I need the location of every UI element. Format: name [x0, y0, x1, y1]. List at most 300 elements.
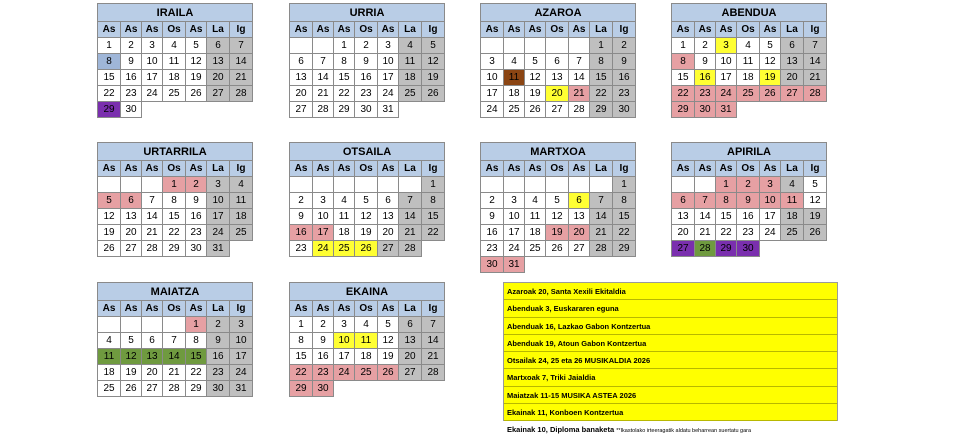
- day-cell: 27: [207, 86, 230, 102]
- day-cell: 25: [230, 225, 253, 241]
- day-cell: 17: [142, 70, 163, 86]
- legend-text: Ekainak 11, Konboen Kontzertua: [507, 408, 624, 418]
- month-title: OTSAILA: [290, 143, 445, 161]
- day-cell: 18: [163, 70, 186, 86]
- day-cell: 7: [399, 193, 422, 209]
- weekday-label: As: [290, 301, 313, 317]
- legend-item: [504, 421, 837, 438]
- day-cell: 13: [672, 209, 695, 225]
- day-cell: 24: [334, 365, 355, 381]
- day-cell: 21: [569, 86, 590, 102]
- weekday-label: As: [760, 22, 781, 38]
- day-cell: 15: [422, 209, 445, 225]
- day-cell: 29: [590, 102, 613, 118]
- day-cell: 3: [334, 317, 355, 333]
- legend-text: Azaroak 20, Santa Xexili Ekitaldia: [507, 287, 626, 296]
- weekday-label: As: [672, 22, 695, 38]
- day-cell: 4: [781, 177, 804, 193]
- day-cell: 26: [378, 365, 399, 381]
- empty-cell: [481, 177, 504, 193]
- day-cell: 25: [781, 225, 804, 241]
- day-cell: 24: [313, 241, 334, 257]
- legend-text: Abenduak 16, Lazkao Gabon Kontzertua: [507, 321, 651, 331]
- day-cell: 24: [760, 225, 781, 241]
- day-cell: 5: [546, 193, 569, 209]
- day-cell: 6: [569, 193, 590, 209]
- day-cell: 13: [121, 209, 142, 225]
- day-cell: 28: [313, 102, 334, 118]
- weekday-label: La: [399, 161, 422, 177]
- day-cell: 29: [613, 241, 636, 257]
- day-cell: 22: [334, 86, 355, 102]
- day-cell: 20: [546, 86, 569, 102]
- legend-text: Otsailak 24, 25 eta 26 MUSIKALDIA 2026: [507, 356, 651, 366]
- month-azaroa: [480, 3, 636, 118]
- day-cell: 30: [207, 381, 230, 397]
- day-cell: 12: [378, 333, 399, 349]
- day-cell: 13: [378, 209, 399, 225]
- weekday-label: Ig: [230, 161, 253, 177]
- weekday-label: As: [186, 161, 207, 177]
- weekday-label: Ig: [613, 22, 636, 38]
- day-cell: 4: [163, 38, 186, 54]
- legend-text: Abenduak 19, Atoun Gabon Kontzertua: [507, 338, 647, 348]
- empty-cell: [290, 177, 313, 193]
- empty-cell: [546, 38, 569, 54]
- empty-cell: [695, 177, 716, 193]
- day-cell: 10: [142, 54, 163, 70]
- day-cell: 20: [672, 225, 695, 241]
- day-cell: 12: [546, 209, 569, 225]
- day-cell: 8: [716, 193, 737, 209]
- day-cell: 16: [695, 70, 716, 86]
- day-cell: 13: [399, 333, 422, 349]
- weekday-label: Ig: [422, 22, 445, 38]
- legend-item: [504, 318, 837, 335]
- day-cell: 6: [672, 193, 695, 209]
- weekday-label: La: [207, 22, 230, 38]
- day-cell: 26: [422, 86, 445, 102]
- weekday-label: As: [334, 22, 355, 38]
- day-cell: 27: [546, 102, 569, 118]
- weekday-label: As: [525, 22, 546, 38]
- day-cell: 17: [230, 349, 253, 365]
- day-cell: 26: [760, 86, 781, 102]
- day-cell: 14: [230, 54, 253, 70]
- day-cell: 22: [98, 86, 121, 102]
- weekday-label: As: [313, 301, 334, 317]
- day-cell: 21: [399, 225, 422, 241]
- day-cell: 24: [716, 86, 737, 102]
- month-title: MAIATZA: [98, 283, 253, 301]
- legend-item: [504, 300, 837, 317]
- day-cell: 22: [422, 225, 445, 241]
- day-cell: 17: [378, 70, 399, 86]
- day-cell: 6: [142, 333, 163, 349]
- day-cell: 31: [230, 381, 253, 397]
- day-cell: 16: [207, 349, 230, 365]
- legend-item: [504, 387, 837, 404]
- day-cell: 27: [399, 365, 422, 381]
- day-cell: 10: [334, 333, 355, 349]
- day-cell: 9: [290, 209, 313, 225]
- day-cell: 19: [186, 70, 207, 86]
- day-cell: 7: [569, 54, 590, 70]
- day-cell: 11: [98, 349, 121, 365]
- day-cell: 30: [313, 381, 334, 397]
- day-cell: 19: [355, 225, 378, 241]
- day-cell: 25: [355, 365, 378, 381]
- empty-cell: [355, 177, 378, 193]
- day-cell: 25: [334, 241, 355, 257]
- day-cell: 6: [207, 38, 230, 54]
- day-cell: 11: [737, 54, 760, 70]
- day-cell: 21: [695, 225, 716, 241]
- day-cell: 6: [546, 54, 569, 70]
- day-cell: 6: [121, 193, 142, 209]
- day-cell: 14: [590, 209, 613, 225]
- empty-cell: [334, 177, 355, 193]
- weekday-label: La: [590, 22, 613, 38]
- legend-item: [504, 283, 837, 300]
- empty-cell: [525, 38, 546, 54]
- month-ekaina: [289, 282, 445, 397]
- day-cell: 8: [422, 193, 445, 209]
- day-cell: 11: [399, 54, 422, 70]
- day-cell: 30: [186, 241, 207, 257]
- day-cell: 4: [525, 193, 546, 209]
- day-cell: 30: [121, 102, 142, 118]
- day-cell: 15: [613, 209, 636, 225]
- day-cell: 1: [290, 317, 313, 333]
- day-cell: 15: [334, 70, 355, 86]
- day-cell: 16: [290, 225, 313, 241]
- day-cell: 31: [716, 102, 737, 118]
- day-cell: 1: [672, 38, 695, 54]
- day-cell: 4: [504, 54, 525, 70]
- weekday-label: As: [695, 22, 716, 38]
- day-cell: 9: [186, 193, 207, 209]
- day-cell: 8: [163, 193, 186, 209]
- day-cell: 3: [716, 38, 737, 54]
- day-cell: 31: [207, 241, 230, 257]
- month-urria: [289, 3, 445, 118]
- weekday-label: Os: [355, 301, 378, 317]
- weekday-label: As: [186, 22, 207, 38]
- day-cell: 3: [760, 177, 781, 193]
- weekday-label: As: [142, 161, 163, 177]
- day-cell: 25: [98, 381, 121, 397]
- day-cell: 11: [525, 209, 546, 225]
- day-cell: 11: [163, 54, 186, 70]
- month-apirila: [671, 142, 827, 257]
- day-cell: 11: [355, 333, 378, 349]
- day-cell: 20: [781, 70, 804, 86]
- day-cell: 14: [422, 333, 445, 349]
- day-cell: 4: [355, 317, 378, 333]
- month-title: AZAROA: [481, 4, 636, 22]
- empty-cell: [546, 177, 569, 193]
- day-cell: 4: [737, 38, 760, 54]
- day-cell: 7: [804, 38, 827, 54]
- weekday-label: As: [716, 161, 737, 177]
- day-cell: 21: [422, 349, 445, 365]
- day-cell: 18: [525, 225, 546, 241]
- day-cell: 20: [399, 349, 422, 365]
- day-cell: 20: [290, 86, 313, 102]
- day-cell: 27: [672, 241, 695, 257]
- month-title: URTARRILA: [98, 143, 253, 161]
- day-cell: 16: [613, 70, 636, 86]
- day-cell: 19: [378, 349, 399, 365]
- day-cell: 23: [737, 225, 760, 241]
- weekday-label: As: [378, 22, 399, 38]
- day-cell: 21: [804, 70, 827, 86]
- day-cell: 19: [121, 365, 142, 381]
- day-cell: 7: [163, 333, 186, 349]
- day-cell: 31: [378, 102, 399, 118]
- day-cell: 14: [142, 209, 163, 225]
- day-cell: 28: [590, 241, 613, 257]
- month-urtarrila: [97, 142, 253, 257]
- day-cell: 3: [481, 54, 504, 70]
- month-iraila: [97, 3, 253, 118]
- day-cell: 15: [672, 70, 695, 86]
- day-cell: 1: [334, 38, 355, 54]
- day-cell: 19: [804, 209, 827, 225]
- weekday-label: As: [98, 161, 121, 177]
- day-cell: 17: [504, 225, 525, 241]
- day-cell: 30: [613, 102, 636, 118]
- day-cell: 1: [163, 177, 186, 193]
- day-cell: 2: [481, 193, 504, 209]
- legend-item: [504, 352, 837, 369]
- day-cell: 28: [142, 241, 163, 257]
- day-cell: 20: [142, 365, 163, 381]
- day-cell: 22: [590, 86, 613, 102]
- day-cell: 28: [399, 241, 422, 257]
- weekday-label: As: [334, 301, 355, 317]
- day-cell: 12: [98, 209, 121, 225]
- day-cell: 14: [569, 70, 590, 86]
- day-cell: 10: [207, 193, 230, 209]
- day-cell: 28: [230, 86, 253, 102]
- day-cell: 25: [737, 86, 760, 102]
- day-cell: 22: [186, 365, 207, 381]
- day-cell: 7: [590, 193, 613, 209]
- day-cell: 27: [121, 241, 142, 257]
- day-cell: 12: [355, 209, 378, 225]
- weekday-label: As: [313, 22, 334, 38]
- weekday-label: La: [399, 22, 422, 38]
- weekday-label: As: [695, 161, 716, 177]
- empty-cell: [121, 317, 142, 333]
- empty-cell: [590, 177, 613, 193]
- weekday-label: Os: [546, 161, 569, 177]
- weekday-label: As: [313, 161, 334, 177]
- empty-cell: [672, 177, 695, 193]
- weekday-label: Ig: [422, 301, 445, 317]
- weekday-label: La: [207, 301, 230, 317]
- day-cell: 8: [290, 333, 313, 349]
- day-cell: 3: [504, 193, 525, 209]
- events-legend: [503, 282, 838, 435]
- day-cell: 16: [481, 225, 504, 241]
- day-cell: 8: [334, 54, 355, 70]
- day-cell: 26: [355, 241, 378, 257]
- legend-text: Martxoak 7, Triki Jaialdia: [507, 373, 596, 383]
- weekday-label: As: [672, 161, 695, 177]
- day-cell: 30: [695, 102, 716, 118]
- day-cell: 1: [98, 38, 121, 54]
- day-cell: 28: [422, 365, 445, 381]
- day-cell: 22: [290, 365, 313, 381]
- day-cell: 2: [613, 38, 636, 54]
- empty-cell: [525, 177, 546, 193]
- day-cell: 29: [186, 381, 207, 397]
- empty-cell: [98, 177, 121, 193]
- day-cell: 24: [207, 225, 230, 241]
- day-cell: 4: [230, 177, 253, 193]
- day-cell: 25: [399, 86, 422, 102]
- month-martxoa: [480, 142, 636, 273]
- day-cell: 30: [737, 241, 760, 257]
- day-cell: 21: [142, 225, 163, 241]
- day-cell: 10: [760, 193, 781, 209]
- legend-text: Abenduak 3, Euskararen eguna: [507, 304, 619, 314]
- day-cell: 28: [569, 102, 590, 118]
- weekday-label: As: [481, 161, 504, 177]
- month-maiatza: [97, 282, 253, 397]
- empty-cell: [399, 177, 422, 193]
- legend-item: [504, 369, 837, 386]
- day-cell: 18: [355, 349, 378, 365]
- day-cell: 17: [313, 225, 334, 241]
- empty-cell: [481, 38, 504, 54]
- day-cell: 25: [163, 86, 186, 102]
- weekday-label: Os: [546, 22, 569, 38]
- day-cell: 12: [804, 193, 827, 209]
- day-cell: 9: [737, 193, 760, 209]
- day-cell: 11: [781, 193, 804, 209]
- weekday-label: Os: [737, 161, 760, 177]
- day-cell: 18: [399, 70, 422, 86]
- day-cell: 6: [378, 193, 399, 209]
- day-cell: 16: [313, 349, 334, 365]
- weekday-label: As: [525, 161, 546, 177]
- day-cell: 16: [121, 70, 142, 86]
- day-cell: 7: [313, 54, 334, 70]
- day-cell: 29: [98, 102, 121, 118]
- day-cell: 6: [290, 54, 313, 70]
- empty-cell: [290, 38, 313, 54]
- day-cell: 5: [760, 38, 781, 54]
- weekday-label: Os: [355, 22, 378, 38]
- day-cell: 31: [504, 257, 525, 273]
- day-cell: 5: [378, 317, 399, 333]
- day-cell: 27: [378, 241, 399, 257]
- weekday-label: As: [378, 161, 399, 177]
- day-cell: 5: [98, 193, 121, 209]
- empty-cell: [313, 38, 334, 54]
- day-cell: 14: [163, 349, 186, 365]
- empty-cell: [313, 177, 334, 193]
- day-cell: 14: [695, 209, 716, 225]
- day-cell: 1: [186, 317, 207, 333]
- day-cell: 20: [378, 225, 399, 241]
- day-cell: 26: [186, 86, 207, 102]
- day-cell: 2: [313, 317, 334, 333]
- day-cell: 13: [207, 54, 230, 70]
- day-cell: 17: [481, 86, 504, 102]
- day-cell: 4: [98, 333, 121, 349]
- month-title: ABENDUA: [672, 4, 827, 22]
- day-cell: 17: [716, 70, 737, 86]
- day-cell: 20: [121, 225, 142, 241]
- weekday-label: As: [504, 161, 525, 177]
- day-cell: 26: [98, 241, 121, 257]
- weekday-label: As: [121, 301, 142, 317]
- weekday-label: As: [98, 22, 121, 38]
- day-cell: 3: [230, 317, 253, 333]
- day-cell: 17: [334, 349, 355, 365]
- empty-cell: [142, 177, 163, 193]
- weekday-label: As: [504, 22, 525, 38]
- day-cell: 10: [378, 54, 399, 70]
- weekday-label: As: [334, 161, 355, 177]
- day-cell: 5: [186, 38, 207, 54]
- day-cell: 24: [378, 86, 399, 102]
- month-title: APIRILA: [672, 143, 827, 161]
- day-cell: 6: [781, 38, 804, 54]
- empty-cell: [142, 317, 163, 333]
- day-cell: 23: [355, 86, 378, 102]
- weekday-label: Ig: [804, 22, 827, 38]
- day-cell: 9: [613, 54, 636, 70]
- day-cell: 5: [525, 54, 546, 70]
- day-cell: 15: [590, 70, 613, 86]
- legend-note: **Ikastolako irteeragatik aldatu beharrean suertatu gara: [616, 428, 752, 435]
- day-cell: 15: [290, 349, 313, 365]
- day-cell: 23: [313, 365, 334, 381]
- day-cell: 29: [163, 241, 186, 257]
- weekday-label: Ig: [230, 301, 253, 317]
- day-cell: 3: [142, 38, 163, 54]
- day-cell: 19: [525, 86, 546, 102]
- empty-cell: [378, 177, 399, 193]
- weekday-label: As: [142, 301, 163, 317]
- day-cell: 9: [313, 333, 334, 349]
- day-cell: 9: [207, 333, 230, 349]
- day-cell: 2: [737, 177, 760, 193]
- legend-text: Ekainak 10, Diploma banaketa: [507, 425, 615, 435]
- empty-cell: [121, 177, 142, 193]
- day-cell: 29: [672, 102, 695, 118]
- day-cell: 19: [760, 70, 781, 86]
- day-cell: 5: [422, 38, 445, 54]
- day-cell: 30: [355, 102, 378, 118]
- empty-cell: [98, 317, 121, 333]
- day-cell: 24: [142, 86, 163, 102]
- day-cell: 9: [695, 54, 716, 70]
- day-cell: 23: [290, 241, 313, 257]
- day-cell: 8: [98, 54, 121, 70]
- empty-cell: [569, 38, 590, 54]
- weekday-label: As: [142, 22, 163, 38]
- weekday-label: La: [590, 161, 613, 177]
- legend-text: Maiatzak 11-15 MUSIKA ASTEA 2026: [507, 390, 637, 400]
- day-cell: 12: [525, 70, 546, 86]
